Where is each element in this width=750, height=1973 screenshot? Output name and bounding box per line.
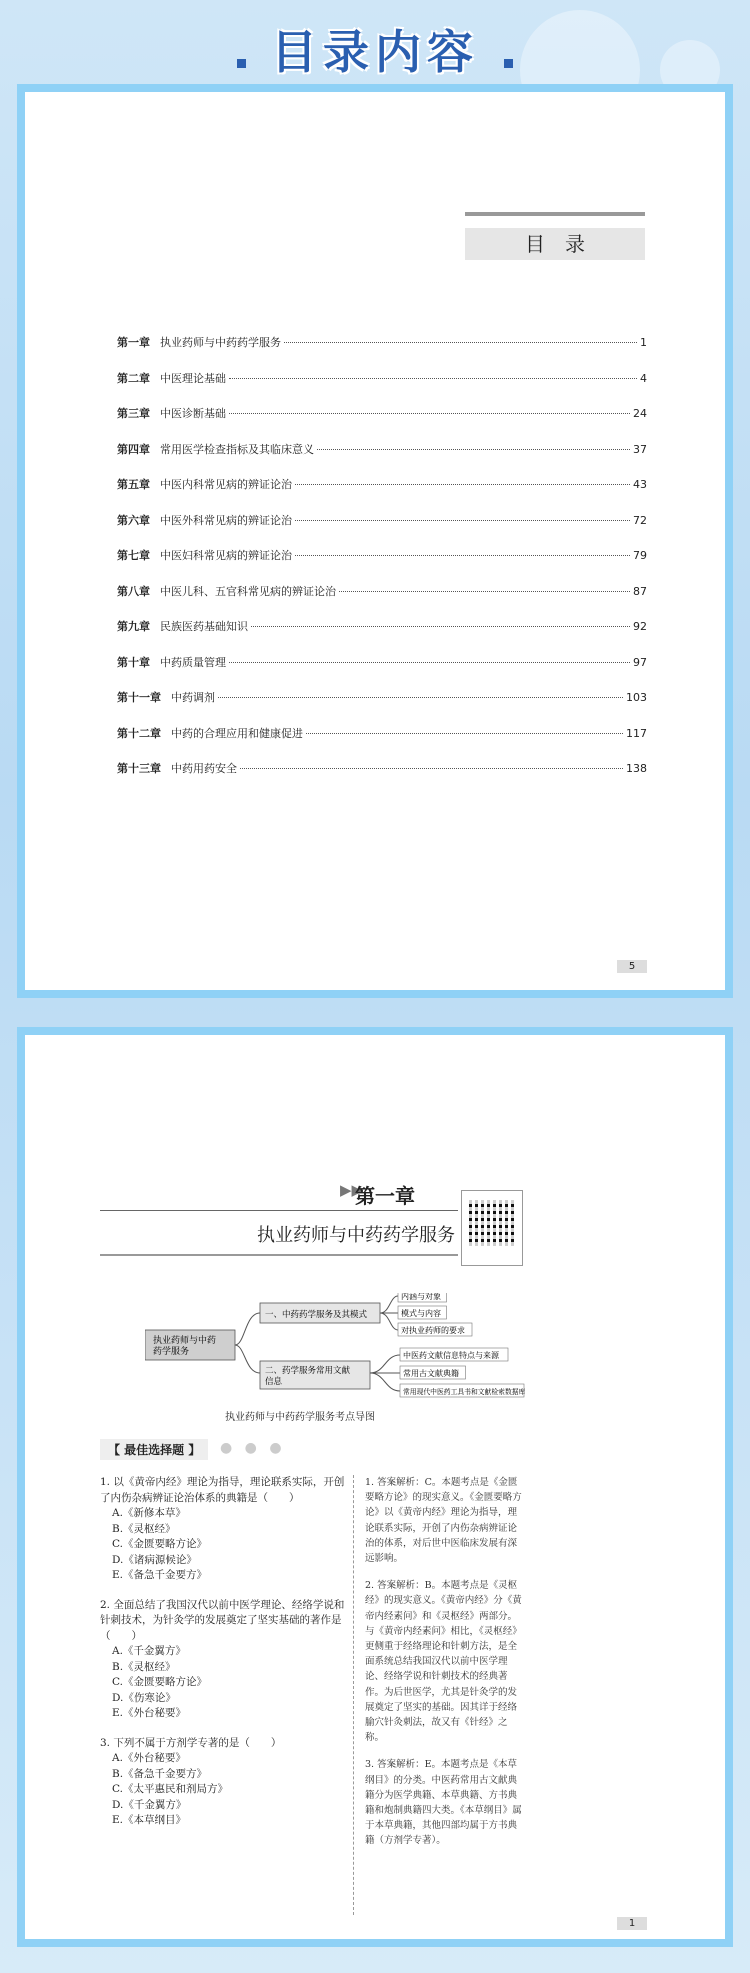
toc-leader-dots: [251, 626, 630, 627]
banner: [0, 0, 750, 82]
toc-leader-dots: [295, 484, 630, 485]
answer-explanation: 2. 答案解析：B。本题考点是《灵枢经》的现实意义。《黄帝内经》分《黄帝内经素问》和《灵枢经》两部分。与《黄帝内经素问》相比，《灵枢经》更侧重于经络理论和针刺方法，是全面系统总结我国汉代以前中医学理论、经络学说和针刺技术的经典著作。为后世医学，尤其是针灸学的发展奠定了坚实的基础。因其详于经络腧穴针灸刺法，故又有《针经》之称。: [365, 1580, 522, 1744]
toc-chapter-title: 中医妇科常见病的辨证论治: [160, 549, 292, 562]
toc-row[interactable]: [117, 334, 647, 370]
toc-row[interactable]: [117, 654, 647, 690]
toc-chapter-title: 中医内科常见病的辨证论治: [160, 478, 292, 491]
mind-map-edge: [235, 1345, 260, 1373]
toc-page-number: 37: [633, 442, 647, 456]
question-stem: 3. 下列不属于方剂学专著的是（ ）: [100, 1736, 282, 1749]
chapter-page: [17, 1027, 733, 1947]
question-option[interactable]: E.《外台秘要》: [112, 1707, 187, 1719]
toc-header: [465, 212, 645, 260]
toc-chapter-title: 中医外科常见病的辨证论治: [160, 513, 292, 527]
toc-chapter-number: 第八章: [117, 584, 150, 598]
toc-chapter-number: 第四章: [117, 442, 150, 456]
question-item: [100, 1598, 350, 1722]
toc-leader-dots: [240, 768, 623, 769]
toc-page-number: 92: [633, 620, 647, 633]
mind-map-edge: [380, 1296, 398, 1313]
toc-page-number: 1: [640, 336, 647, 349]
toc-chapter-number: 第五章: [117, 478, 150, 491]
toc-row[interactable]: [117, 760, 647, 796]
answer-explanation: 3. 答案解析：E。本题考点是《本草纲目》的分类。中医药常用古文献典籍分为医学典籍、本草典籍、方书典籍和炮制典籍四大类。《本草纲目》属于本草典籍，其他四部均属于方书典籍（方剂学专著）。: [365, 1759, 522, 1847]
chapter-label: 第一章: [355, 1184, 415, 1208]
toc-chapter-number: 第七章: [117, 549, 150, 562]
toc-row[interactable]: [117, 725, 647, 761]
toc-row[interactable]: [117, 441, 647, 477]
answer-explanation: 1. 答案解析：C。本题考点是《金匮要略方论》的现实意义。《金匮要略方论》以《黄帝内经》理论为指导，理论联系实际，开创了内伤杂病辨证论治的体系，对后世中医临床发展有深远影响。: [365, 1477, 522, 1565]
toc-leader-dots: [218, 697, 623, 698]
question-option[interactable]: C.《金匮要略方论》: [112, 1676, 207, 1688]
mind-map-leaf-text: 对执业药师的要求: [401, 1326, 465, 1335]
toc-chapter-number: 第三章: [117, 407, 150, 420]
toc-leader-dots: [284, 342, 637, 343]
question-option[interactable]: A.《新修本草》: [112, 1507, 186, 1519]
mind-map: [145, 1293, 525, 1403]
toc-chapter-title: 执业药师与中药药学服务: [160, 336, 281, 349]
question-option[interactable]: B.《灵枢经》: [112, 1660, 176, 1673]
toc-leader-dots: [306, 733, 623, 734]
answers-column: [365, 1475, 525, 1861]
toc-chapter-title: 中医理论基础: [160, 371, 226, 385]
toc-heading: 目 录: [465, 228, 645, 260]
toc-chapter-title: 民族医药基础知识: [160, 620, 248, 633]
toc-leader-dots: [229, 378, 637, 379]
toc-chapter-number: 第九章: [117, 620, 150, 633]
toc-chapter-number: 第十章: [117, 655, 150, 669]
question-option[interactable]: D.《诸病源候论》: [112, 1553, 197, 1566]
column-divider: [353, 1475, 355, 1915]
mind-map-edge: [380, 1313, 398, 1330]
mind-map-caption: 执业药师与中药药学服务考点导图: [225, 1412, 375, 1423]
toc-chapter-title: 中药质量管理: [160, 655, 226, 669]
toc-row[interactable]: [117, 476, 647, 512]
question-option[interactable]: B.《灵枢经》: [112, 1522, 176, 1535]
mind-map-leaf-text: 模式与内容: [401, 1309, 441, 1318]
toc-page-number: 4: [640, 371, 647, 385]
toc-row[interactable]: [117, 547, 647, 583]
toc-chapter-title: 中医儿科、五官科常见病的辨证论治: [160, 584, 336, 598]
question-option[interactable]: C.《金匮要略方论》: [112, 1538, 207, 1550]
toc-leader-dots: [229, 413, 630, 414]
question-item: [100, 1475, 350, 1584]
toc-chapter-number: 第一章: [117, 336, 150, 349]
banner-title: 目录内容: [271, 25, 479, 79]
toc-chapter-title: 中医诊断基础: [160, 407, 226, 420]
toc-chapter-number: 第十三章: [117, 762, 161, 775]
question-option[interactable]: C.《太平惠民和剂局方》: [112, 1783, 228, 1795]
toc-leader-dots: [339, 591, 630, 592]
toc-chapter-number: 第十一章: [117, 691, 161, 704]
toc-row[interactable]: [117, 512, 647, 548]
mind-map-branch2-leaves: [400, 1348, 525, 1397]
page-number: 1: [617, 1917, 647, 1930]
toc-page-number: 24: [633, 407, 647, 420]
toc-leader-dots: [229, 662, 630, 663]
toc-page-number: 117: [626, 726, 647, 740]
toc-page: [17, 84, 733, 998]
question-option[interactable]: B.《备急千金要方》: [112, 1767, 208, 1780]
qr-code-icon: [469, 1200, 515, 1246]
chapter-arrows-icon: ▶▶: [340, 1181, 364, 1199]
mind-map-branch1-text: 一、中药药学服务及其模式: [265, 1310, 368, 1320]
question-stem: 2. 全面总结了我国汉代以前中医学理论、经络学说和针刺技术，为针灸学的发展奠定了坚实基础的著作是（ ）: [100, 1598, 345, 1642]
mind-map-leaf-text: 内涵与对象: [401, 1293, 441, 1301]
section-dots-icon: ● ● ●: [220, 1440, 286, 1456]
toc-chapter-title: 常用医学检查指标及其临床意义: [160, 442, 314, 456]
mind-map-edge: [235, 1313, 260, 1345]
toc-chapter-number: 第六章: [117, 513, 150, 527]
toc-chapter-title: 中药调剂: [171, 691, 215, 704]
questions-column: [100, 1475, 350, 1843]
toc-chapter-title: 中药的合理应用和健康促进: [171, 726, 303, 740]
question-option[interactable]: E.《本草纲目》: [112, 1814, 187, 1826]
toc-leader-dots: [295, 555, 630, 556]
question-option[interactable]: D.《千金翼方》: [112, 1798, 187, 1811]
toc-row[interactable]: [117, 583, 647, 619]
banner-dot-left: [237, 59, 246, 68]
section-title: 【 最佳选择题 】: [100, 1439, 208, 1460]
mind-map-leaf-text: 中医药文献信息特点与来源: [403, 1351, 499, 1360]
mind-map-leaf-text: 常用现代中医药工具书和文献检索数据库: [403, 1388, 525, 1396]
mind-map-leaf-text: 常用古文献典籍: [403, 1369, 459, 1378]
toc-chapter-number: 第十二章: [117, 726, 161, 740]
toc-page-number: 97: [633, 655, 647, 669]
chapter-rule: [100, 1210, 458, 1211]
question-item: [100, 1736, 350, 1829]
qr-code[interactable]: [461, 1190, 523, 1266]
question-stem: 1. 以《黄帝内经》理论为指导，理论联系实际，开创了内伤杂病辨证论治体系的典籍是（ ）: [100, 1476, 345, 1504]
banner-dot-right: [504, 59, 513, 68]
toc-chapter-title: 中药用药安全: [171, 762, 237, 775]
mind-map-edge: [370, 1355, 400, 1373]
mind-map-root-text: 执业药师与中药药学服务: [153, 1336, 217, 1357]
toc-chapter-number: 第二章: [117, 371, 150, 385]
mind-map-edge: [370, 1373, 400, 1391]
toc-leader-dots: [317, 449, 630, 450]
question-option[interactable]: A.《千金翼方》: [112, 1645, 186, 1657]
toc-page-number: 79: [633, 549, 647, 562]
toc-row[interactable]: [117, 370, 647, 406]
toc-page-number: 72: [633, 513, 647, 527]
mind-map-branch1-leaves: [398, 1293, 472, 1336]
toc-page-number: 138: [626, 762, 647, 775]
mind-map-branch2-text: 二、药学服务常用文献信息: [265, 1366, 351, 1387]
toc-page-number: 43: [633, 478, 647, 491]
toc-leader-dots: [295, 520, 630, 521]
toc-header-rule: [465, 212, 645, 216]
chapter-rule-bottom: [100, 1254, 458, 1256]
toc-row[interactable]: [117, 405, 647, 441]
toc-page-number: 87: [633, 584, 647, 598]
page-number: 5: [617, 960, 647, 973]
toc-page-number: 103: [626, 691, 647, 704]
question-option[interactable]: A.《外台秘要》: [112, 1752, 186, 1764]
toc-list: [117, 334, 647, 796]
question-option[interactable]: E.《备急千金要方》: [112, 1569, 208, 1581]
toc-row[interactable]: [117, 618, 647, 654]
toc-row[interactable]: [117, 689, 647, 725]
question-option[interactable]: D.《伤寒论》: [112, 1691, 176, 1704]
chapter-subtitle: 执业药师与中药药学服务: [257, 1225, 455, 1246]
